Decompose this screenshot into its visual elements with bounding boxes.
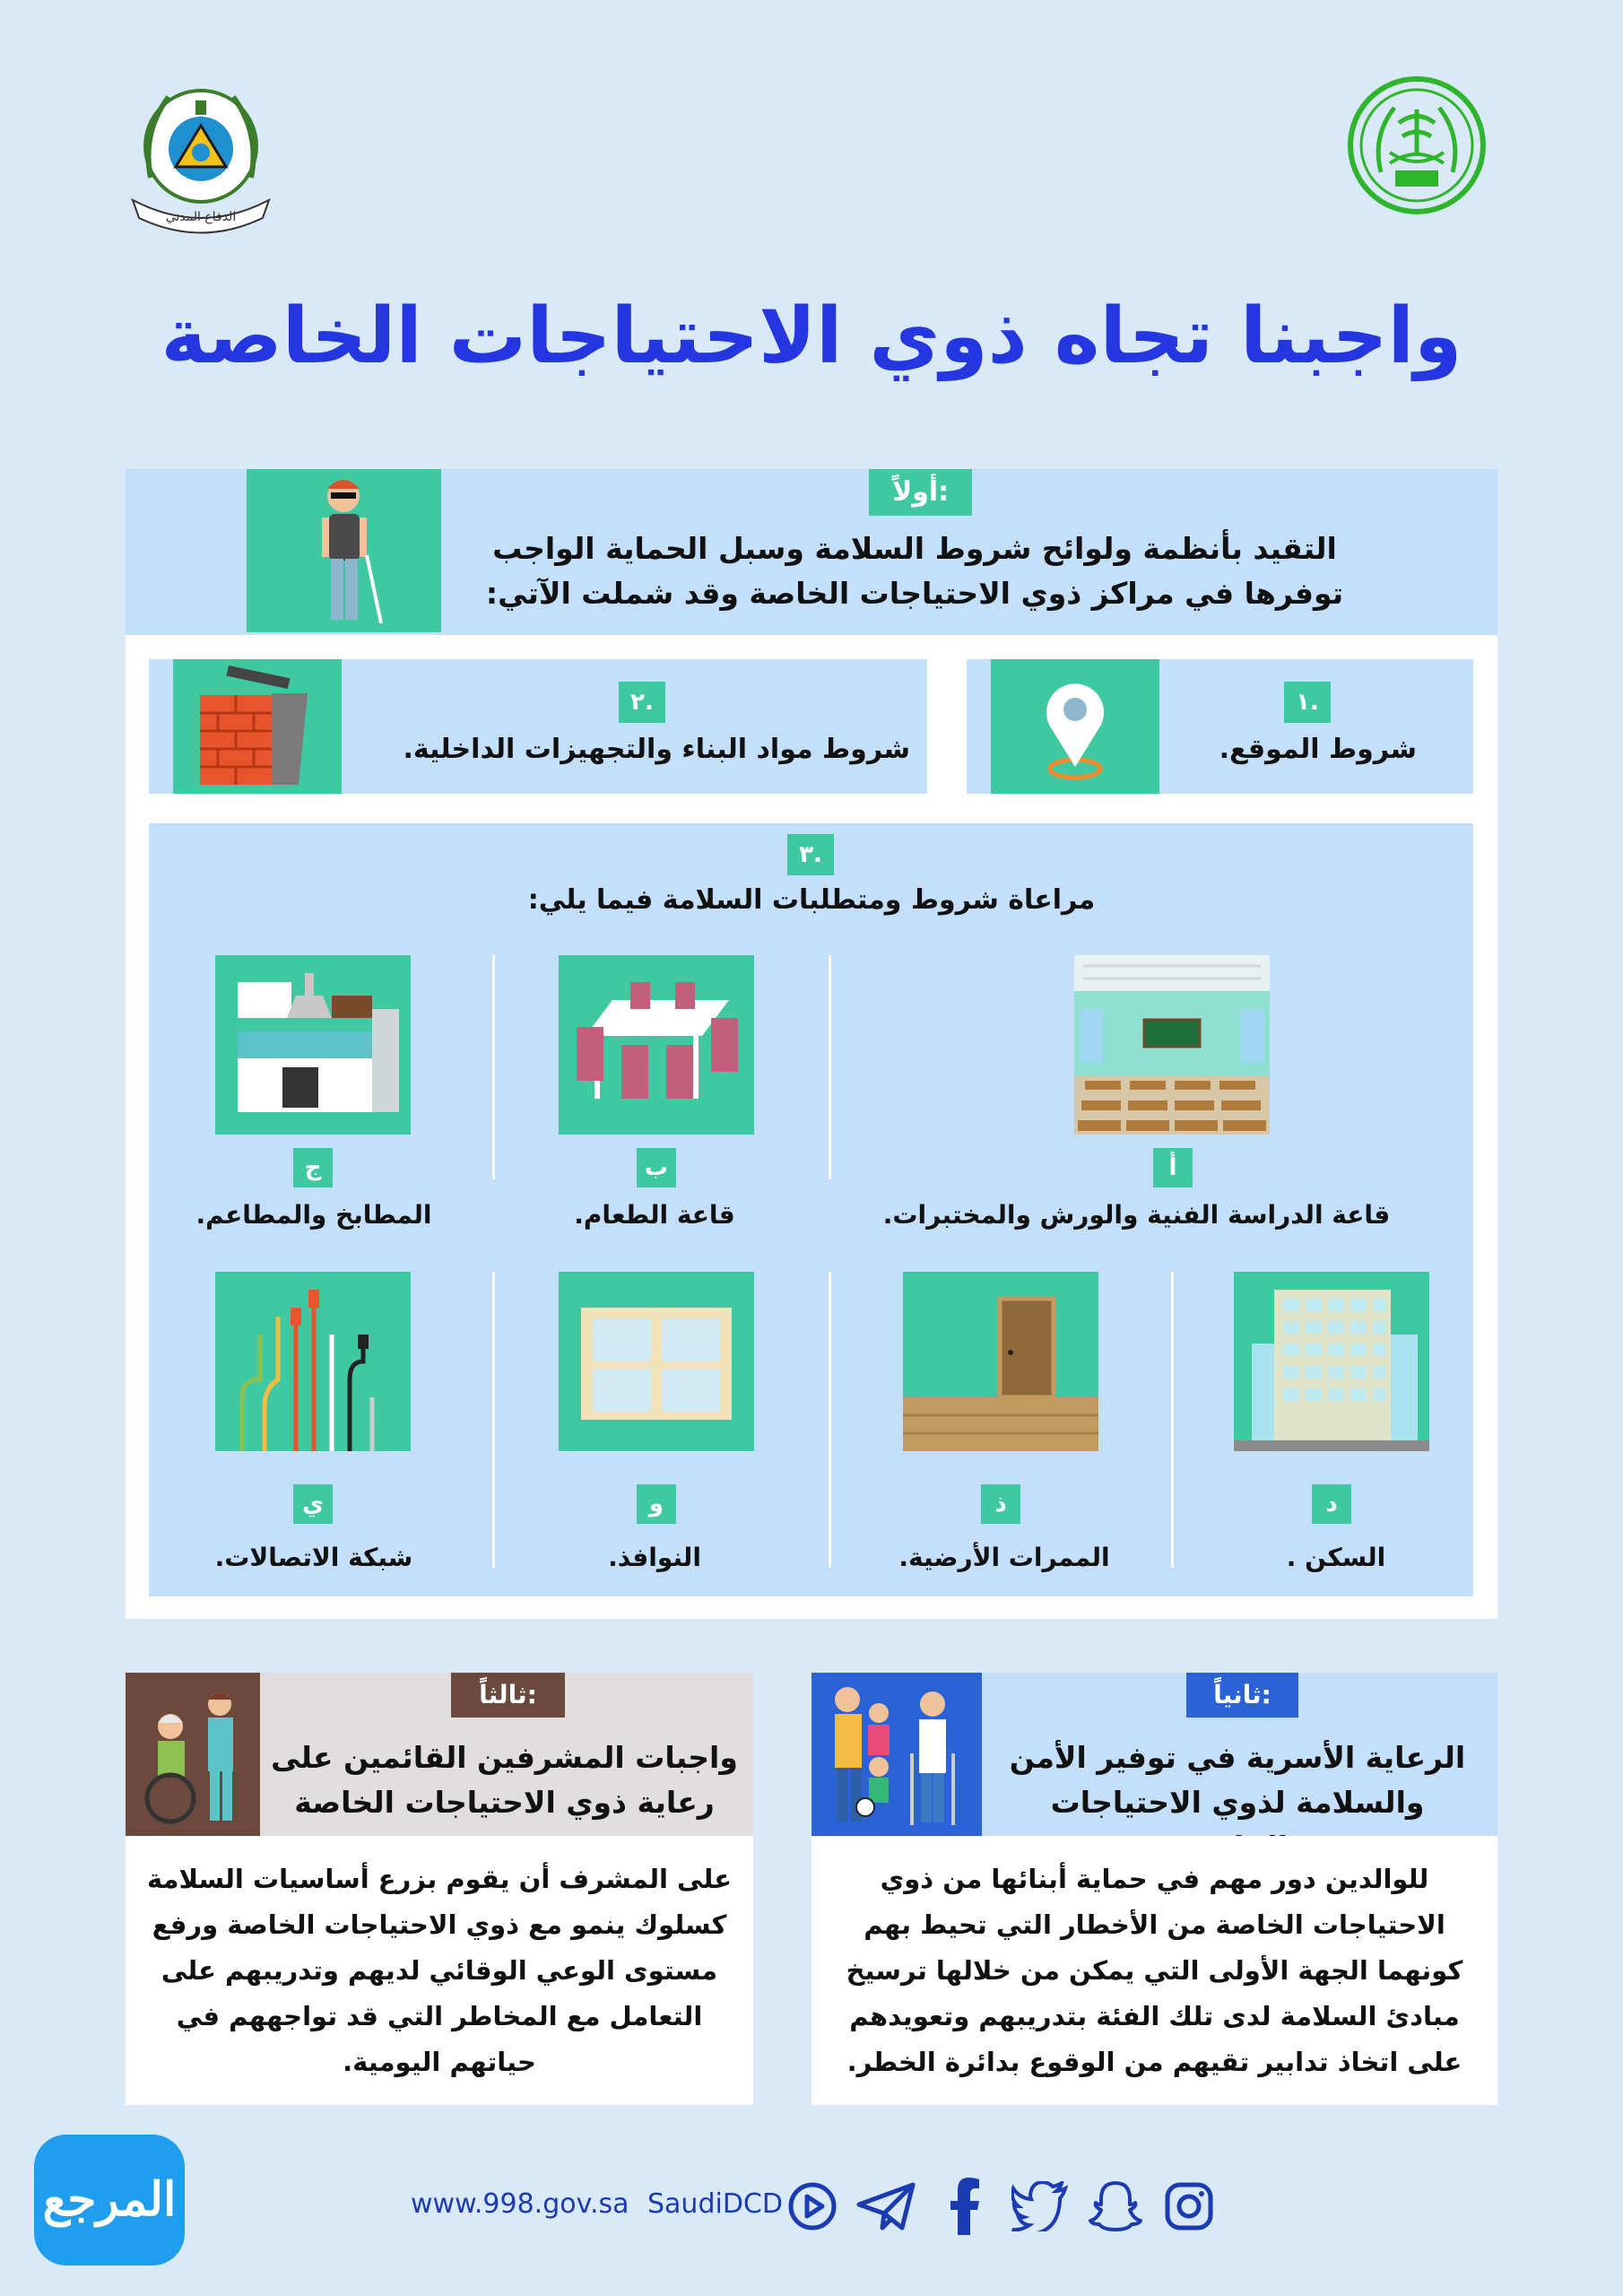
room-y-tag: ي	[293, 1484, 333, 1524]
caregiver-wheelchair-icon	[126, 1673, 260, 1836]
item-materials-label: شروط مواد البناء والتجهيزات الداخلية.	[403, 734, 910, 765]
section-second-tag: ثانياً:	[1186, 1673, 1298, 1718]
divider	[492, 1272, 495, 1568]
room-dh-tag: ذ	[981, 1484, 1020, 1524]
room-c-tag: ج	[293, 1148, 333, 1187]
website-link[interactable]: www.998.gov.sa	[411, 2188, 629, 2220]
item-site-tag: ١.	[1284, 682, 1331, 723]
section-third-body-line: كسلوك ينمو مع ذوي الاحتياجات الخاصة ورفع	[152, 1909, 727, 1940]
room-y-label: شبكة الاتصالات.	[214, 1543, 413, 1572]
room-b-label: قاعة الطعام.	[574, 1200, 735, 1230]
twitter-icon[interactable]	[1011, 2181, 1069, 2231]
item-safety-tag: ٣.	[787, 834, 834, 875]
item-site-label: شروط الموقع.	[1219, 734, 1417, 765]
section-second-body-line: الاحتياجات الخاصة من الأخطار التي تحيط بهم	[864, 1909, 1445, 1940]
section-third-body	[135, 1857, 744, 2085]
page-title: واجبنا تجاه ذوي الاحتياجات الخاصة	[161, 291, 1462, 381]
dining-table-icon	[559, 955, 754, 1135]
section-second-body-line: على اتخاذ تدابير تقيهم من الوقوع بدائرة الخطر.	[846, 2047, 1462, 2077]
instagram-icon[interactable]	[1164, 2181, 1214, 2231]
section-third-heading	[269, 1735, 740, 1825]
facebook-icon[interactable]	[949, 2178, 981, 2235]
kitchen-icon	[215, 955, 411, 1135]
section-first-heading-line2: توفرها في مراكز ذوي الاحتياجات الخاصة وقد شملت الآتي:	[485, 576, 1344, 611]
civil-defense-logo	[115, 70, 287, 240]
social-handle[interactable]: SaudiDCD	[647, 2188, 783, 2220]
corridor-door-icon	[903, 1272, 1098, 1451]
ministry-interior-logo	[1345, 74, 1488, 217]
section-second-heading-line1: الرعاية الأسرية في توفير الأمن	[1009, 1740, 1466, 1775]
room-a-tag: أ	[1153, 1148, 1193, 1187]
watermark-logo	[34, 2135, 185, 2266]
logo-text: الدفاع المدني	[165, 210, 237, 224]
room-b-tag: ب	[637, 1148, 676, 1187]
snapchat-icon[interactable]	[1089, 2179, 1142, 2233]
section-first-heading	[453, 526, 1376, 616]
room-w-tag: و	[637, 1484, 676, 1524]
divider	[829, 955, 831, 1179]
section-second-body-line: مبادئ السلامة لدى تلك الفئة بتدريبهم وتعويدهم	[849, 2001, 1460, 2031]
room-c-label: المطابخ والمطاعم.	[195, 1200, 432, 1230]
divider	[829, 1272, 831, 1568]
bricks-cement-icon	[173, 659, 342, 794]
section-third-heading-line1: واجبات المشرفين القائمين على	[271, 1740, 738, 1775]
section-third-body-line: مستوى الوعي الوقائي لديهم وتدريبهم على	[161, 1955, 718, 1986]
divider	[492, 955, 495, 1179]
room-d-tag: د	[1312, 1484, 1351, 1524]
room-w-label: النوافذ.	[608, 1543, 701, 1572]
room-dh-label: الممرات الأرضية.	[898, 1543, 1110, 1572]
telegram-icon[interactable]	[855, 2179, 918, 2233]
building-icon	[1234, 1272, 1429, 1451]
location-pin-icon	[991, 659, 1159, 794]
room-d-label: السكن .	[1286, 1543, 1386, 1572]
section-second-body	[820, 1857, 1488, 2085]
section-second-heading-line2: والسلامة لذوي الاحتياجات	[1050, 1785, 1425, 1820]
family-icon	[812, 1673, 982, 1836]
section-third-heading-line2: رعاية ذوي الاحتياجات الخاصة	[294, 1785, 715, 1820]
window-icon	[559, 1272, 754, 1451]
section-first-tag: أولاً:	[869, 469, 972, 516]
blind-person-icon	[247, 469, 441, 632]
cables-icon	[215, 1272, 411, 1451]
section-second-body-line: للوالدين دور مهم في حماية أبنائها من ذوي	[880, 1864, 1429, 1894]
item-safety-label: مراعاة شروط ومتطلبات السلامة فيما يلي:	[527, 884, 1096, 916]
section-second-body-line: كونهما الجهة الأولى التي يمكن من خلالها ترسيخ	[846, 1955, 1463, 1986]
section-third-body-line: حياتهم اليومية.	[343, 2047, 536, 2077]
section-third-body-line: على المشرف أن يقوم بزرع أساسيات السلامة	[146, 1864, 733, 1894]
section-third-body-line: التعامل مع المخاطر التي قد تواجههم في	[176, 2001, 703, 2031]
youtube-icon[interactable]	[787, 2181, 838, 2231]
classroom-icon	[1074, 955, 1270, 1135]
divider	[1171, 1272, 1174, 1568]
room-a-label: قاعة الدراسة الفنية والورش والمختبرات.	[882, 1200, 1391, 1230]
section-third-tag: ثالثاً:	[451, 1673, 565, 1718]
watermark-text: المرجع	[42, 2172, 177, 2227]
section-first-heading-line1: التقيد بأنظمة ولوائح شروط السلامة وسبل الحماية الواجب	[492, 531, 1337, 566]
item-materials-tag: ٢.	[619, 682, 665, 723]
